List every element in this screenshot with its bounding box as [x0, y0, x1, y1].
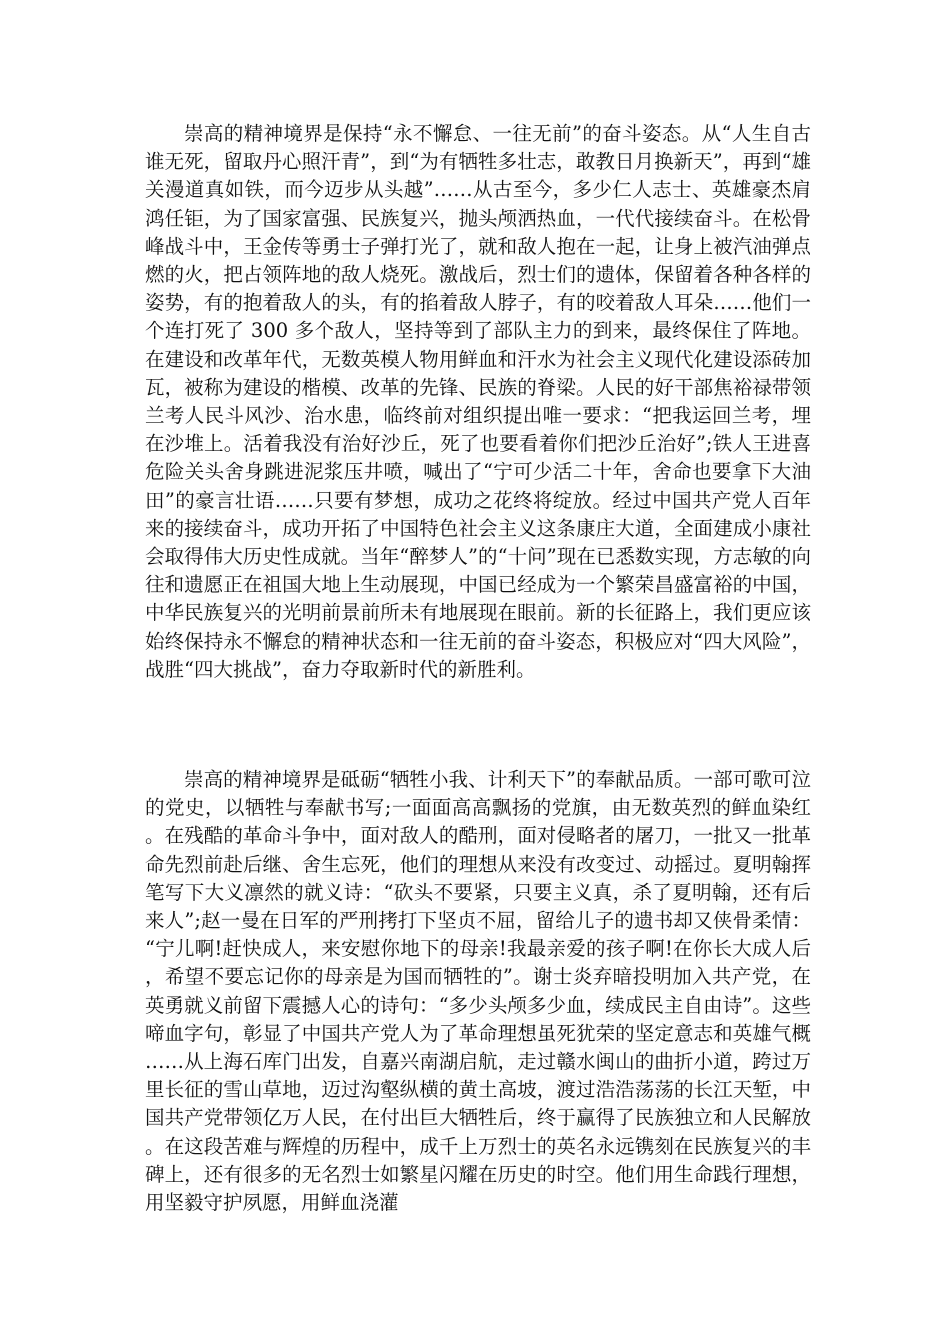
paragraph-perseverance: 崇高的精神境界是保持“永不懈怠、一往无前”的奋斗姿态。从“人生自古谁无死，留取丹心照汗青”，到“为有牺牲多壮志，敢教日月换新天”，再到“雄关漫道真如铁，而今迈步从头越”……从古至今，多少仁人志士、英雄豪杰肩鸿任钜，为了国家富强、民族复兴，抛头颅洒热血，一代代接续奋斗。在松骨峰战斗中，王金传等勇士子弹打光了，就和敌人抱在一起，让身上被汽油弹点燃的火，把占领阵地的敌人烧死。激战后，烈士们的遗体，保留着各种各样的姿势，有的抱着敌人的头，有的掐着敌人脖子，有的咬着敌人耳朵……他们一个连打死了 300 多个敌人，坚持等到了部队主力的到来，最终保住了阵地。在建设和改革年代，无数英模人物用鲜血和汗水为社会主义现代化建设添砖加瓦，被称为建设的楷模、改革的先锋、民族的脊梁。人民的好干部焦裕禄带领兰考人民斗风沙、治水患，临终前对组织提出唯一要求：“把我运回兰考，埋在沙堆上。活着我没有治好沙丘，死了也要看着你们把沙丘治好”;铁人王进喜危险关头舍身跳进泥浆压井喷，喊出了“宁可少活二十年，舍命也要拿下大油田”的豪言壮语……只要有梦想，成功之花终将绽放。经过中国共产党人百年来的接续奋斗，成功开拓了中国特色社会主义这条康庄大道，全面建成小康社会取得伟大历史性成就。当年“醉梦人”的“十问”现在已悉数实现，方志敏的向往和遗愿正在祖国大地上生动展现，中国已经成为一个繁荣昌盛富裕的中国，中华民族复兴的光明前景前所未有地展现在眼前。新的长征路上，我们更应该始终保持永不懈怠的精神状态和一往无前的奋斗姿态，积极应对“四大风险”，战胜“四大挑战”，奋力夺取新时代的新胜利。: [145, 122, 811, 681]
paragraph-sacrifice: 崇高的精神境界是砥砺“牺牲小我、计利天下”的奉献品质。一部可歌可泣的党史，以牺牲与奉献书写;一面面高高飘扬的党旗，由无数英烈的鲜血染红。在残酷的革命斗争中，面对敌人的酷刑，面对侵略者的屠刀，一批又一批革命先烈前赴后继、舍生忘死，他们的理想从来没有改变过、动摇过。夏明翰挥笔写下大义凛然的就义诗：“砍头不要紧，只要主义真，杀了夏明翰，还有后来人”;赵一曼在日军的严刑拷打下坚贞不屈，留给儿子的遗书却又侠骨柔情：“宁儿啊!赶快成人，来安慰你地下的母亲!我最亲爱的孩子啊!在你长大成人后，希望不要忘记你的母亲是为国而牺牲的”。谢士炎弃暗投明加入共产党，在英勇就义前留下震撼人心的诗句：“多少头颅多少血，续成民主自由诗”。这些啼血字句，彰显了中国共产党人为了革命理想虽死犹荣的坚定意志和英雄气概……从上海石库门出发，自嘉兴南湖启航，走过赣水闽山的曲折小道，跨过万里长征的雪山草地，迈过沟壑纵横的黄土高坡，渡过浩浩荡荡的长江天堑，中国共产党带领亿万人民，在付出巨大牺牲后，终于赢得了民族独立和人民解放。在这段苦难与辉煌的历程中，成千上万烈士的英名永远镌刻在民族复兴的丰碑上，还有很多的无名烈士如繁星闪耀在历史的时空。他们用生命践行理想，用坚毅守护夙愿，用鲜血浇灌: [145, 768, 811, 1215]
